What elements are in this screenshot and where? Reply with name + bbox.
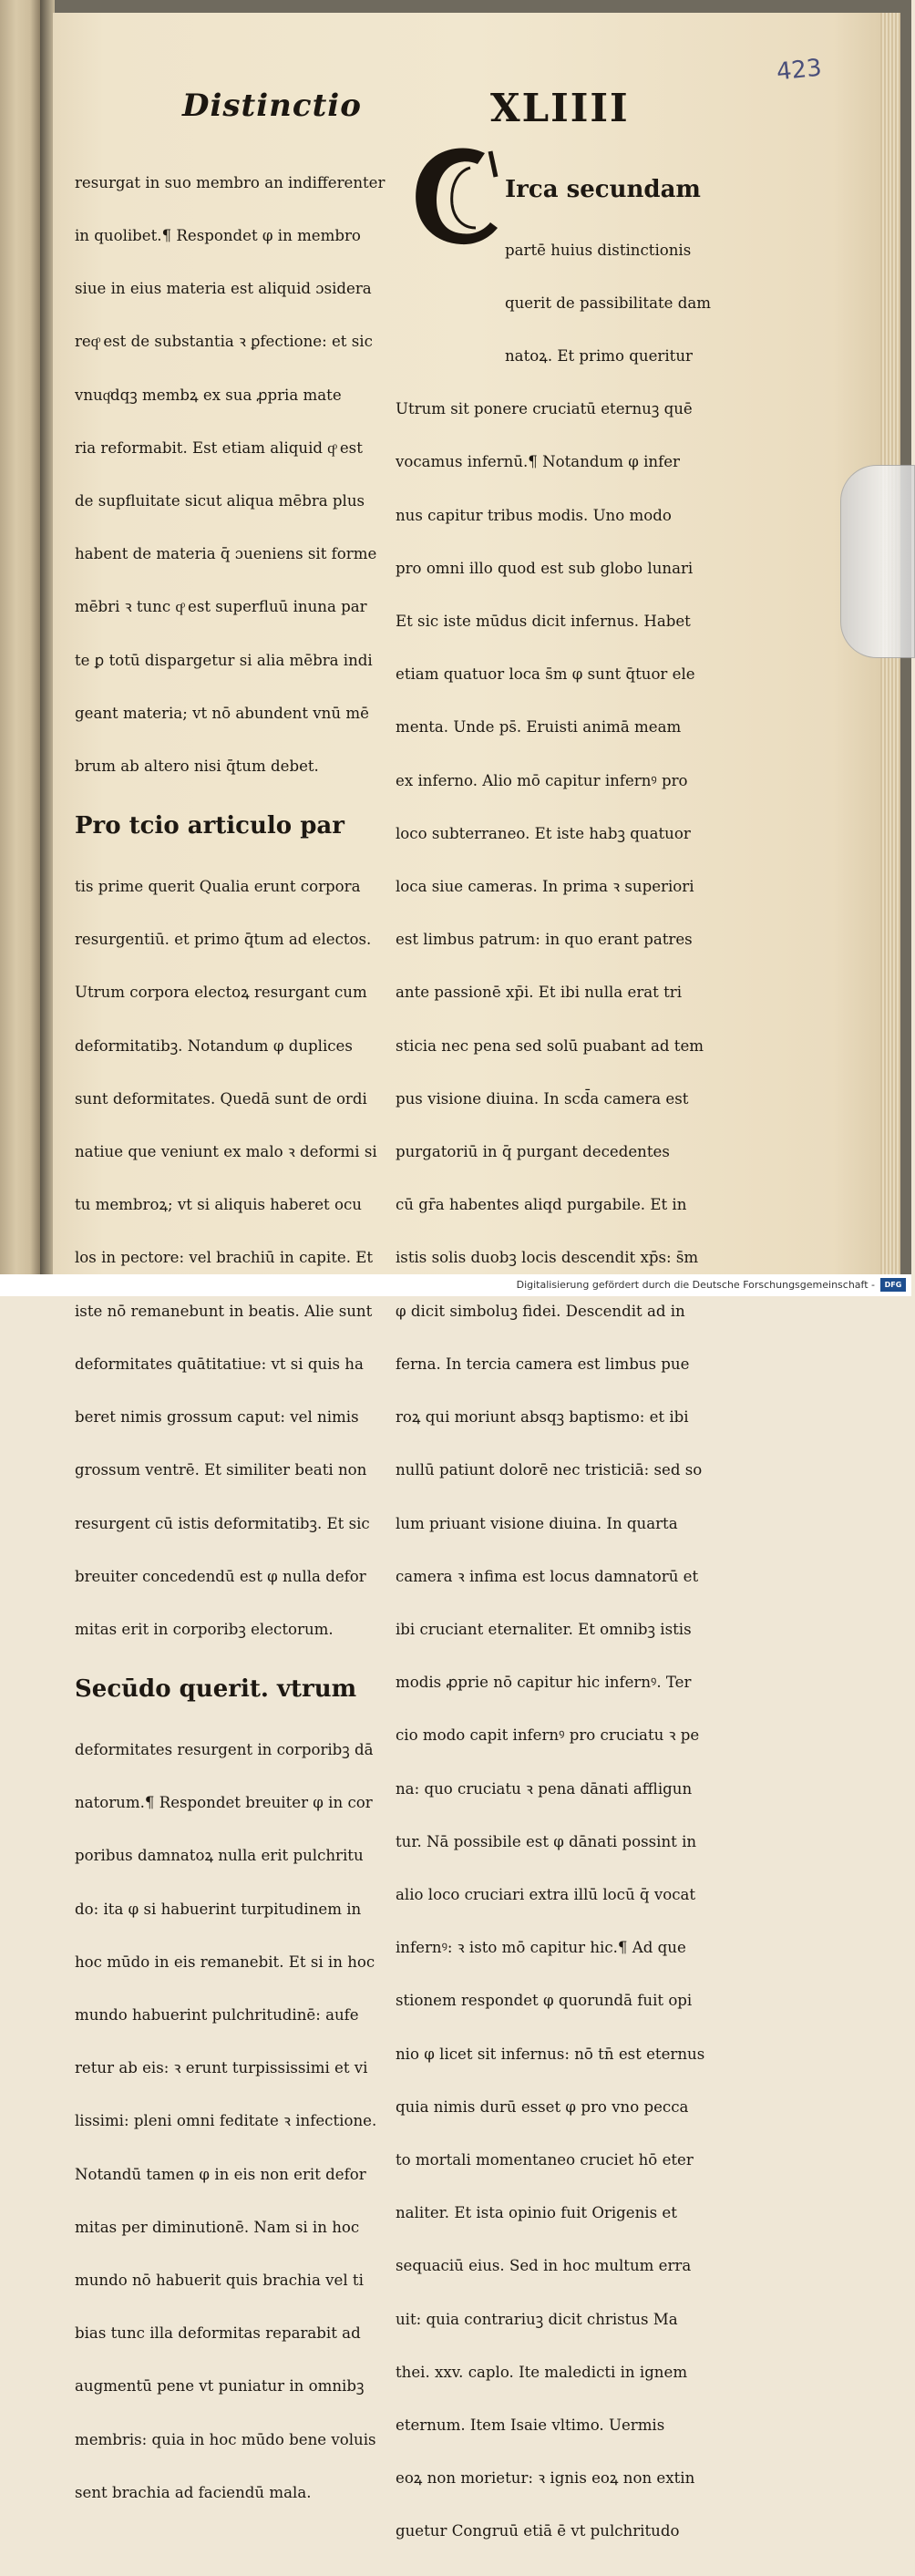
text-line: poribus damnatoꝝ nulla erit pulchritu: [75, 1847, 364, 1865]
footer-bar: [0, 1274, 911, 1296]
text-line: etiam quatuor loca s̄m φ sunt q̄tuor ele: [396, 665, 695, 684]
text-line: nus capitur tribus modis. Uno modo: [396, 506, 672, 524]
text-line: vnuqͦdqꝫ membꝝ ex sua ꝓpria mate: [75, 386, 342, 404]
text-line: iste nō remanebunt in beatis. Alie sunt: [75, 1302, 373, 1320]
text-line: hoc mūdo in eis remanebit. Et si in hoc: [75, 1953, 375, 1971]
text-line: eternum. Item Isaie vltimo. Uermis: [396, 2416, 665, 2434]
text-line: thei. xxv. caplo. Ite maledicti in ignem: [396, 2363, 688, 2381]
text-line: ria reformabit. Est etiam aliquid qͦ est: [75, 438, 363, 457]
text-line: geant materia; vt nō abundent vnū mē: [75, 704, 369, 722]
text-line: habent de materia q̄ ɔueniens sit forme: [75, 545, 377, 563]
text-column-left: [75, 139, 394, 2537]
text-line: deformitates quātitatiue: vt si quis ha: [75, 1355, 364, 1373]
text-line: mitas per diminutionē. Nam si in hoc: [75, 2218, 360, 2236]
text-line: est limbus patrum: in quo erant patres: [396, 931, 693, 949]
text-line: lissimi: pleni omni feditate ꝛ infectione.: [75, 2112, 377, 2130]
text-line: natorum.¶ Respondet breuiter φ in cor: [75, 1794, 373, 1812]
text-line: Et sic iste mūdus dicit infernus. Habet: [396, 613, 691, 631]
text-line: quia nimis durū esset φ pro vno pecca: [396, 2097, 689, 2116]
text-line: in quolibet.¶ Respondet φ in membro: [75, 227, 361, 245]
text-line: alio loco cruciari extra illū locū q̄ vocat: [396, 1885, 696, 1903]
text-line: vocamus infernū.¶ Notandum φ infer: [396, 453, 680, 471]
text-line: tis prime querit Qualia erunt corpora: [75, 878, 361, 896]
text-line: nio φ licet sit infernus: nō tn̄ est eternus: [396, 2045, 705, 2063]
text-line: uit: quia contrariuꝫ dicit christus Ma: [396, 2310, 678, 2328]
text-line: ante passionē xp̄i. Et ibi nulla erat tri: [396, 984, 683, 1002]
text-line: ibi cruciant eternaliter. Et omnibꝫ istis: [396, 1620, 692, 1638]
text-line: infernꝰ: ꝛ isto mō capitur hic.¶ Ad que: [396, 1939, 686, 1957]
text-line: mitas erit in corporibꝫ electorum.: [75, 1620, 334, 1638]
section-heading: Irca secundam: [505, 175, 701, 203]
text-line: pro omni illo quod est sub globo lunari: [396, 559, 694, 577]
text-line: roꝝ qui moriunt absqꝫ baptismo: et ibi: [396, 1408, 689, 1427]
text-line: sticia nec pena sed solū puabant ad tem: [396, 1036, 704, 1055]
text-line: guetur Congruū etiā ē vt pulchritudo: [396, 2522, 680, 2540]
running-head-right: XLIIII: [490, 86, 630, 130]
digitization-credit: Digitalisierung gefördert durch die Deutsche Forschungsgemeinschaft -: [516, 1279, 875, 1291]
text-line: do: ita φ si habuerint turpitudinem in: [75, 1900, 362, 1918]
text-line: tu membroꝝ; vt si aliquis haberet ocu: [75, 1196, 362, 1214]
text-line: augmentū pene vt puniatur in omnibꝫ: [75, 2377, 365, 2396]
text-line: Utrum sit ponere cruciatū eternuꝫ quē: [396, 400, 693, 418]
text-line: Notandū tamen φ in eis non erit defor: [75, 2165, 366, 2183]
text-line: grossum ventrē. Et similiter beati non: [75, 1461, 367, 1479]
text-line: breuiter concedendū est φ nulla defor: [75, 1567, 366, 1585]
text-line: resurgentiū. et primo q̄tum ad electos.: [75, 931, 372, 949]
text-line: menta. Unde ps̄. Eruisti animā meam: [396, 718, 682, 737]
text-line: purgatoriū in q̄ purgant decedentes: [396, 1143, 670, 1161]
text-line: te ꝑ totū dispargetur si alia mēbra indi: [75, 651, 373, 669]
section-heading: Secūdo querit. vtrum: [75, 1675, 357, 1704]
text-line: membris: quia in hoc mūdo bene voluis: [75, 2430, 376, 2448]
text-line: querit de passibilitate dam: [505, 294, 712, 312]
text-line: ferna. In tercia camera est limbus pue: [396, 1355, 690, 1373]
text-line: reqͦ est de substantia ꝛ ꝑfectione: et sic: [75, 333, 373, 351]
text-line: cū gr̄a habentes aliqd purgabile. Et in: [396, 1196, 687, 1214]
text-line: loca siue cameras. In prima ꝛ superiori: [396, 878, 694, 896]
text-line: natoꝝ. Et primo queritur: [505, 347, 693, 366]
text-line: deformitatibꝫ. Notandum φ duplices: [75, 1036, 353, 1055]
text-line: bias tunc illa deformitas reparabit ad: [75, 2324, 361, 2343]
text-line: stionem respondet φ quorundā fuit opi: [396, 1992, 693, 2010]
text-line: pus visione diuina. In scd̄a camera est: [396, 1089, 689, 1108]
text-line: nullū patiunt dolorē nec tristiciā: sed so: [396, 1461, 703, 1479]
running-head-left: Distinctio: [182, 88, 362, 124]
text-line: camera ꝛ infima est locus damnatorū et: [396, 1567, 699, 1585]
page-holder-clip: [840, 465, 915, 658]
section-heading: Pro tcio articulo par: [75, 812, 344, 840]
text-line: sent brachia ad faciendū mala.: [75, 2483, 312, 2501]
text-line: retur ab eis: ꝛ erunt turpississimi et vi: [75, 2059, 368, 2077]
text-line: φ dicit simboluꝫ fidei. Descendit ad in: [396, 1302, 685, 1320]
facing-page-edge: [0, 0, 40, 1274]
text-line: de supfluitate sicut aliqua mēbra plus: [75, 492, 365, 510]
text-line: to mortali momentaneo cruciet hō eter: [396, 2150, 694, 2169]
dfg-logo: DFG: [880, 1278, 906, 1292]
text-line: lum priuant visione diuina. In quarta: [396, 1514, 678, 1532]
text-line: ex inferno. Alio mō capitur infernꝰ pro: [396, 771, 688, 789]
folio-number: 423: [775, 54, 824, 87]
text-line: resurgat in suo membro an indifferenter: [75, 173, 386, 191]
text-line: sequaciū eius. Sed in hoc multum erra: [396, 2257, 692, 2275]
text-line: partē huius distinctionis: [505, 241, 692, 259]
text-line: modis ꝓprie nō capitur hic infernꝰ. Ter: [396, 1674, 692, 1692]
text-line: mundo nō habuerit quis brachia vel ti: [75, 2271, 364, 2289]
text-line: naliter. Et ista opinio fuit Origenis et: [396, 2204, 677, 2222]
text-line: mēbri ꝛ tunc qͦ est superfluū inuna par: [75, 598, 367, 616]
text-line: brum ab altero nisi q̄tum debet.: [75, 757, 319, 776]
text-line: tur. Nā possibile est φ dānati possint in: [396, 1832, 697, 1850]
text-line: resurgent cū istis deformitatibꝫ. Et sic: [75, 1514, 370, 1532]
text-line: eoꝝ non morietur: ꝛ ignis eoꝝ non extin: [396, 2469, 695, 2488]
text-line: natiue que veniunt ex malo ꝛ deformi si: [75, 1143, 377, 1161]
text-line: cio modo capit infernꝰ pro cruciatu ꝛ pe: [396, 1726, 700, 1745]
text-line: na: quo cruciatu ꝛ pena dānati affligun: [396, 1779, 693, 1798]
text-line: beret nimis grossum caput: vel nimis: [75, 1408, 359, 1427]
text-line: mundo habuerint pulchritudinē: aufe: [75, 2005, 359, 2024]
text-line: siue in eius materia est aliquid ɔsidera: [75, 280, 372, 298]
text-line: Utrum corpora electoꝝ resurgant cum: [75, 984, 367, 1002]
text-line: los in pectore: vel brachiū in capite. Et: [75, 1249, 374, 1267]
text-line: loco subterraneo. Et iste habꝫ quatuor: [396, 824, 691, 842]
text-line: deformitates resurgent in corporibꝫ dā: [75, 1740, 374, 1758]
text-line: istis solis duobꝫ locis descendit xp̄s: s̄m: [396, 1249, 699, 1267]
text-line: sunt deformitates. Quedā sunt de ordi: [75, 1089, 367, 1108]
text-column-right: [396, 139, 731, 2576]
